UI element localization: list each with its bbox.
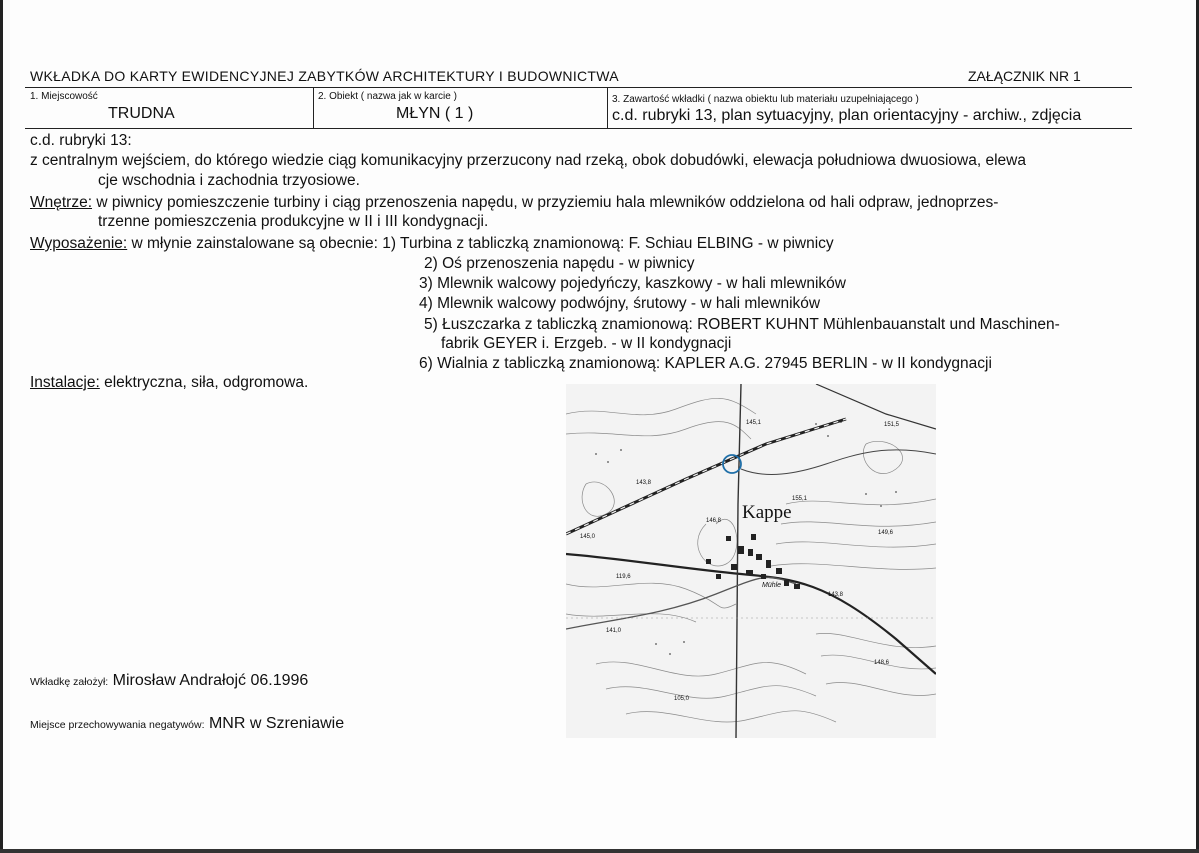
equipment-intro: w młynie zainstalowane są obecnie: 1) Turbina z tabliczką znamionową: F. Schiau ELBING - w piwnicy — [127, 235, 834, 252]
scan-edge-left — [0, 0, 3, 853]
installations-label: Instalacje: — [30, 374, 100, 391]
map-place-label: Kappe — [742, 502, 792, 523]
interior-label: Wnętrze: — [30, 194, 93, 211]
equipment-item: 3) Mlewnik walcowy pojedyńczy, kaszkowy - w hali mlewników — [419, 275, 846, 292]
installations-text: elektryczna, siła, odgromowa. — [99, 374, 309, 391]
map-spot-height: 155,1 — [792, 496, 808, 502]
table-top-line — [25, 87, 1132, 88]
interior-line-1 — [30, 193, 998, 213]
field-label-zawartosc: 3. Zawartość wkładki ( nazwa obiektu lub materiału uzupełniającego ) — [612, 94, 919, 105]
map-spot-height: 149,6 — [878, 530, 894, 536]
map-spot-height: 151,5 — [884, 422, 900, 428]
installations-line — [30, 373, 308, 393]
map-spot-height: 105,0 — [674, 696, 690, 702]
author-label: Wkładkę założył: — [30, 676, 109, 688]
map-spot-height: 119,6 — [616, 574, 631, 580]
table-divider-2 — [607, 87, 608, 128]
map-spot-height: 148,6 — [874, 660, 890, 666]
form-title: WKŁADKA DO KARTY EWIDENCYJNEJ ZABYTKÓW ARCHITEKTURY I BUDOWNICTWA — [30, 68, 619, 84]
map-spot-height: 141,0 — [606, 628, 622, 634]
storage-row — [30, 715, 344, 733]
field-label-miejscowosc: 1. Miejscowość — [30, 91, 98, 102]
equipment-item: 6) Wialnia z tabliczką znamionową: KAPLER A.G. 27945 BERLIN - w II kondygnacji — [419, 355, 992, 372]
equipment-item: fabrik GEYER i. Erzgeb. - w II kondygnacji — [441, 335, 732, 352]
interior-text-1: w piwnicy pomieszczenie turbiny i ciąg przenoszenia napędu, w przyziemiu hala mlewników oddzielona od hali odpraw, jednoprzes- — [92, 194, 999, 211]
equipment-label: Wyposażenie: — [30, 235, 128, 252]
map-spot-height: 143,8 — [828, 592, 844, 598]
table-bottom-line — [25, 128, 1132, 129]
equipment-item: 4) Mlewnik walcowy podwójny, śrutowy - w hali mlewników — [419, 295, 821, 312]
field-value-obiekt: MŁYN ( 1 ) — [396, 105, 474, 122]
map-mill-label: Mühle — [762, 582, 782, 589]
continuation-heading: c.d. rubryki 13: — [30, 132, 132, 149]
field-value-zawartosc: c.d. rubryki 13, plan sytuacyjny, plan orientacyjny - archiw., zdjęcia — [612, 107, 1082, 124]
map-spot-height: 146,8 — [706, 518, 722, 524]
equipment-item: 2) Oś przenoszenia napędu - w piwnicy — [424, 255, 695, 272]
field-value-miejscowosc: TRUDNA — [108, 105, 175, 122]
map-spot-height: 145,1 — [746, 420, 762, 426]
description-line-1: z centralnym wejściem, do którego wiedzie ciąg komunikacyjny przerzucony nad rzeką, obok dobudówki, elewacja południowa dwuosiowa, elewa — [30, 152, 1026, 169]
table-divider-1 — [313, 87, 314, 128]
field-label-obiekt: 2. Obiekt ( nazwa jak w karcie ) — [318, 91, 457, 102]
storage-label: Miejsce przechowywania negatywów: — [30, 719, 205, 731]
author-value: Mirosław Andrałojć 06.1996 — [112, 672, 309, 689]
interior-line-2: trzenne pomieszczenia produkcyjne w II i III kondygnacji. — [98, 213, 489, 230]
author-row — [30, 672, 308, 690]
annex-number: ZAŁĄCZNIK NR 1 — [968, 68, 1081, 84]
map-spot-height: 145,0 — [580, 534, 596, 540]
orientation-map — [566, 384, 936, 738]
map-drawing — [566, 384, 936, 738]
scan-edge-bottom — [0, 849, 1199, 853]
storage-value: MNR w Szreniawie — [208, 715, 345, 732]
equipment-line-1 — [30, 234, 834, 254]
description-line-2: cje wschodnia i zachodnia trzyosiowe. — [98, 172, 360, 189]
equipment-item: 5) Łuszczarka z tabliczką znamionową: ROBERT KUHNT Mühlenbauanstalt und Maschinen- — [424, 316, 1060, 333]
map-spot-height: 143,8 — [636, 480, 652, 486]
